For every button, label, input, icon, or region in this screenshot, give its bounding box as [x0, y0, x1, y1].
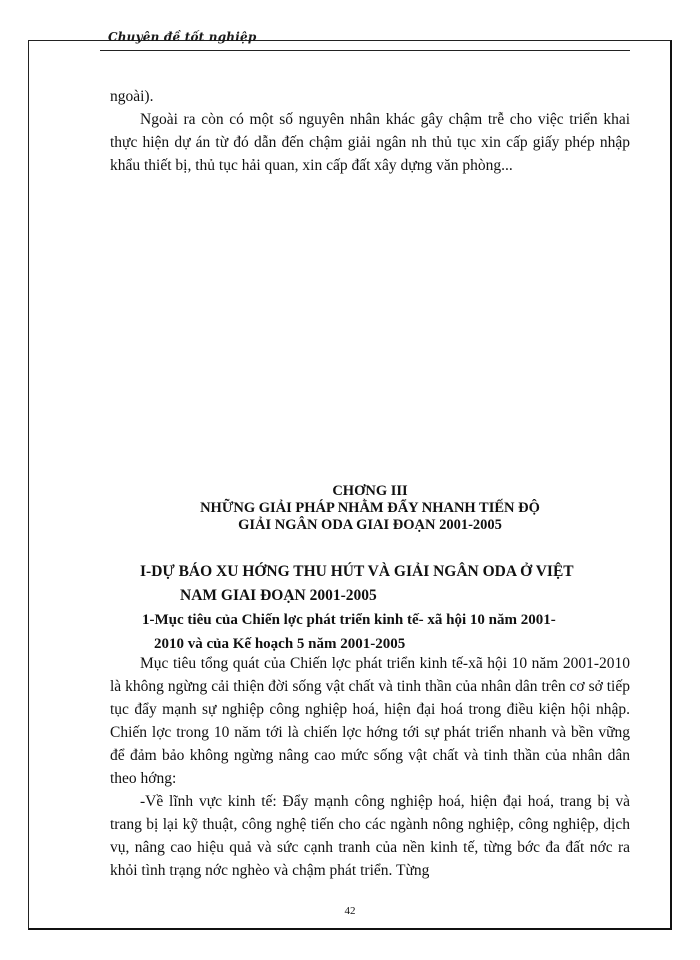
section-heading-line-1: I-DỰ BÁO XU HỚNG THU HÚT VÀ GIẢI NGÂN ODA Ở VIỆT: [140, 563, 574, 580]
paragraph-other-causes: Ngoài ra còn có một số nguyên nhân khác gây chậm trễ cho việc triển khai thực hiện dự án từ đó dẫn đến chậm giải ngân nh thủ tục xin cấp giấy phép nhập khẩu thiết bị, thủ tục hải quan, xin cấp đất xây dựng văn phòng...: [110, 111, 630, 174]
page-number: 42: [344, 905, 356, 917]
paragraph-economic-field: -Về lĩnh vực kinh tế: Đẩy mạnh công nghiệp hoá, hiện đại hoá, trang bị và trang bị lại kỹ thuật, công nghệ tiến cho các ngành nông nghiệp, công nghiệp, dịch vụ, nâng cao hiệu quả và sức cạnh tranh của nền kinh tế, từng bớc đa đất nớc ra khỏi tình trạng nớc nghèo và chậm phát triển. Từng: [110, 793, 630, 879]
section-heading-line-2: NAM GIAI ĐOẠN 2001-2005: [180, 587, 377, 604]
chapter-number: CHƠNG III: [332, 483, 408, 499]
top-text-block: [110, 85, 630, 177]
paragraph-general-objective: Mục tiêu tổng quát của Chiến lợc phát triển kinh tế-xã hội 10 năm 2001-2010 là không ngừng cải thiện đời sống vật chất và tinh thần của nhân dân trên cơ sở tiếp tục đẩy mạnh sự nghiệp công nghiệp hoá, hiện đại hoá trong điều kiện hội nhập. Chiến lợc trong 10 năm tới là chiến lợc hớng tới sự phát triển nhanh và bền vững để đảm bảo không ngừng nâng cao mức sống vật chất và tinh thần của nhân dân theo hớng:: [110, 655, 630, 787]
chapter-title-line-2: GIẢI NGÂN ODA GIAI ĐOẠN 2001-2005: [238, 517, 502, 533]
subsection-heading-line-1: 1-Mục tiêu của Chiến lợc phát triển kinh tế- xã hội 10 năm 2001-: [142, 612, 556, 628]
chapter-title-line-1: NHỮNG GIẢI PHÁP NHẰM ĐẨY NHANH TIẾN ĐỘ: [200, 500, 540, 516]
bottom-text-block: [110, 652, 630, 882]
paragraph-continuation: ngoài).: [110, 88, 154, 105]
subsection-heading-line-2: 2010 và của Kế hoạch 5 năm 2001-2005: [154, 636, 406, 652]
chapter-heading: [110, 483, 630, 534]
section-heading: [140, 560, 630, 608]
subsection-heading: [142, 608, 622, 656]
header-divider: [100, 50, 630, 51]
running-header: Chuyên đề tốt nghiệp: [108, 30, 257, 44]
